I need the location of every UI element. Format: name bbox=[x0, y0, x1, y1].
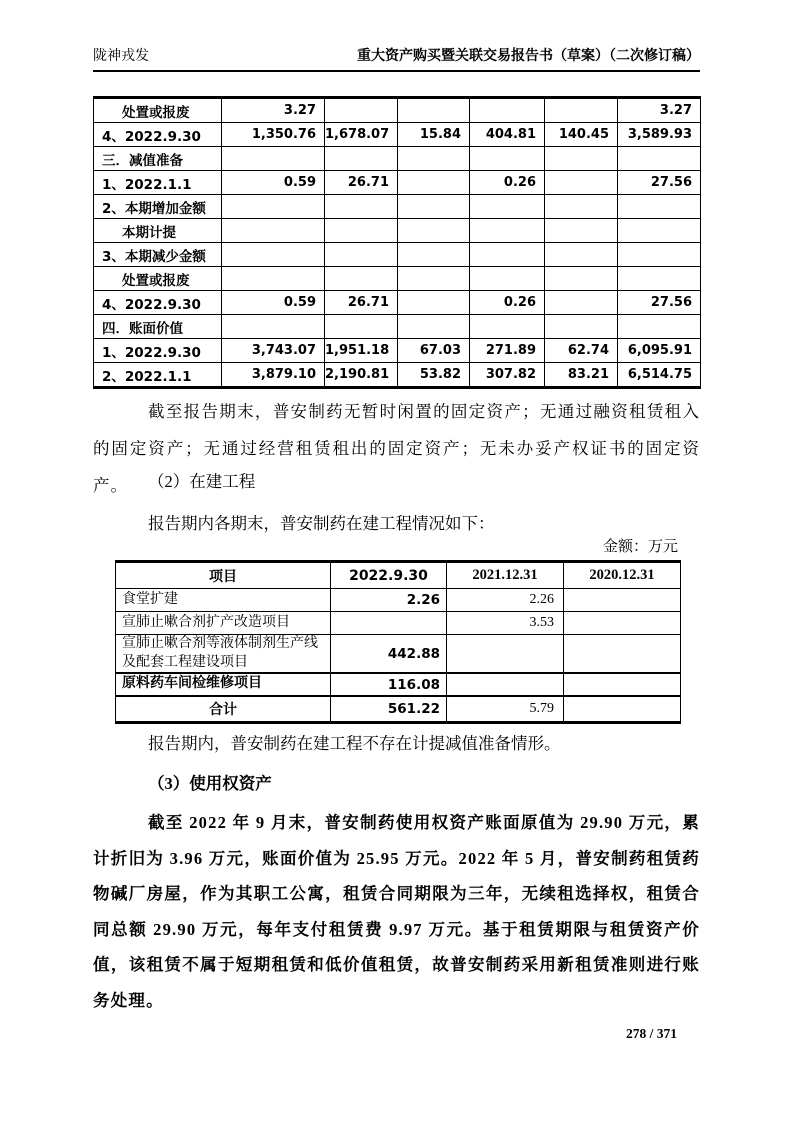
col-header-2022: 2022.9.30 bbox=[331, 562, 447, 589]
cell bbox=[564, 589, 681, 612]
cell bbox=[545, 243, 618, 267]
table-row bbox=[94, 363, 701, 388]
table-row bbox=[94, 291, 701, 315]
cell: 15.84 bbox=[398, 123, 470, 147]
cell: 0.59 bbox=[222, 171, 325, 195]
row-label: 宣肺止嗽合剂等液体制剂生产线及配套工程建设项目 bbox=[116, 635, 331, 674]
table-total-row bbox=[116, 696, 681, 723]
cell bbox=[564, 696, 681, 723]
report-title: 重大资产购买暨关联交易报告书（草案）（二次修订稿） bbox=[357, 49, 700, 64]
cell bbox=[545, 195, 618, 219]
cell: 3.27 bbox=[618, 98, 701, 123]
row-label: 三．减值准备 bbox=[94, 147, 222, 171]
cell bbox=[331, 612, 447, 635]
cell bbox=[618, 315, 701, 339]
cip-note: 报告期内，普安制药在建工程不存在计提减值准备情形。 bbox=[148, 734, 561, 753]
cell bbox=[564, 635, 681, 674]
cell: 271.89 bbox=[470, 339, 545, 363]
cell: 6,095.91 bbox=[618, 339, 701, 363]
row-label: 宣肺止嗽合剂扩产改造项目 bbox=[116, 612, 331, 635]
cell bbox=[470, 267, 545, 291]
rou-heading: （3）使用权资产 bbox=[148, 774, 272, 793]
cell: 116.08 bbox=[331, 673, 447, 696]
cell bbox=[545, 219, 618, 243]
table-row bbox=[116, 635, 681, 674]
table-row bbox=[94, 123, 701, 147]
row-label: 本期计提 bbox=[94, 219, 222, 243]
col-header-item: 项目 bbox=[116, 562, 331, 589]
table-row bbox=[94, 339, 701, 363]
cell bbox=[564, 612, 681, 635]
total-label: 合计 bbox=[116, 696, 331, 723]
cell bbox=[398, 98, 470, 123]
cell: 83.21 bbox=[545, 363, 618, 388]
table-row bbox=[94, 171, 701, 195]
cell: 442.88 bbox=[331, 635, 447, 674]
col-header-2020: 2020.12.31 bbox=[564, 562, 681, 589]
row-label: 4、2022.9.30 bbox=[94, 291, 222, 315]
table-row bbox=[116, 612, 681, 635]
table-row bbox=[94, 219, 701, 243]
cell bbox=[325, 195, 398, 219]
cell bbox=[398, 147, 470, 171]
cell bbox=[222, 147, 325, 171]
cell: 2.26 bbox=[331, 589, 447, 612]
cell: 0.59 bbox=[222, 291, 325, 315]
cell bbox=[470, 243, 545, 267]
table-row bbox=[94, 267, 701, 291]
cell bbox=[470, 98, 545, 123]
cell bbox=[470, 195, 545, 219]
cell: 3,743.07 bbox=[222, 339, 325, 363]
cell bbox=[325, 243, 398, 267]
table-row bbox=[94, 243, 701, 267]
cell bbox=[222, 219, 325, 243]
row-label: 原料药车间检维修项目 bbox=[116, 673, 331, 696]
cell: 67.03 bbox=[398, 339, 470, 363]
unit-label: 金额：万元 bbox=[602, 539, 678, 555]
cell: 2.26 bbox=[447, 589, 564, 612]
row-label: 四．账面价值 bbox=[94, 315, 222, 339]
cell: 0.26 bbox=[470, 291, 545, 315]
cip-heading: （2）在建工程 bbox=[148, 472, 256, 491]
company-name: 陇神戎发 bbox=[93, 49, 149, 64]
row-label: 1、2022.1.1 bbox=[94, 171, 222, 195]
cell bbox=[325, 147, 398, 171]
cip-table bbox=[115, 560, 681, 724]
cell bbox=[470, 315, 545, 339]
table-header-row bbox=[116, 562, 681, 589]
cell: 404.81 bbox=[470, 123, 545, 147]
cell: 561.22 bbox=[331, 696, 447, 723]
cell: 2,190.81 bbox=[325, 363, 398, 388]
cip-intro: 报告期内各期末，普安制药在建工程情况如下： bbox=[148, 514, 495, 533]
cell bbox=[222, 243, 325, 267]
cell: 1,951.18 bbox=[325, 339, 398, 363]
cell bbox=[618, 243, 701, 267]
col-header-2021: 2021.12.31 bbox=[447, 562, 564, 589]
cell bbox=[222, 195, 325, 219]
cell bbox=[470, 219, 545, 243]
cell bbox=[398, 243, 470, 267]
cell: 5.79 bbox=[447, 696, 564, 723]
cell bbox=[398, 291, 470, 315]
table-section-row bbox=[94, 147, 701, 171]
cell bbox=[545, 147, 618, 171]
cell: 26.71 bbox=[325, 291, 398, 315]
page-header bbox=[93, 48, 700, 72]
cell: 3.27 bbox=[222, 98, 325, 123]
cell: 307.82 bbox=[470, 363, 545, 388]
row-label: 1、2022.9.30 bbox=[94, 339, 222, 363]
cell bbox=[618, 267, 701, 291]
cell bbox=[398, 195, 470, 219]
cell bbox=[325, 315, 398, 339]
cell bbox=[325, 219, 398, 243]
cell bbox=[398, 267, 470, 291]
cell bbox=[564, 673, 681, 696]
cell bbox=[618, 195, 701, 219]
cell: 1,678.07 bbox=[325, 123, 398, 147]
row-label: 食堂扩建 bbox=[116, 589, 331, 612]
table-row bbox=[94, 98, 701, 123]
cell: 26.71 bbox=[325, 171, 398, 195]
cell: 1,350.76 bbox=[222, 123, 325, 147]
cell bbox=[325, 98, 398, 123]
row-label: 3、本期减少金额 bbox=[94, 243, 222, 267]
row-label: 处置或报废 bbox=[94, 267, 222, 291]
cell bbox=[398, 171, 470, 195]
cell: 0.26 bbox=[470, 171, 545, 195]
cell bbox=[325, 267, 398, 291]
row-label: 2、本期增加金额 bbox=[94, 195, 222, 219]
cell: 6,514.75 bbox=[618, 363, 701, 388]
cell bbox=[545, 98, 618, 123]
cell bbox=[447, 673, 564, 696]
row-label: 处置或报废 bbox=[94, 98, 222, 123]
fixed-assets-note: 截至报告期末，普安制药无暂时闲置的固定资产；无通过融资租赁租入的固定资产；无通过经营租赁租出的固定资产；无未办妥产权证书的固定资产。 bbox=[93, 402, 700, 495]
table-row bbox=[94, 195, 701, 219]
cell bbox=[545, 267, 618, 291]
cell bbox=[545, 315, 618, 339]
fixed-assets-table bbox=[93, 96, 701, 389]
cell bbox=[545, 171, 618, 195]
cell bbox=[222, 267, 325, 291]
cell: 27.56 bbox=[618, 171, 701, 195]
cell bbox=[545, 291, 618, 315]
row-label: 2、2022.1.1 bbox=[94, 363, 222, 388]
cell: 27.56 bbox=[618, 291, 701, 315]
cell: 53.82 bbox=[398, 363, 470, 388]
cell: 3,589.93 bbox=[618, 123, 701, 147]
cell bbox=[398, 315, 470, 339]
cell: 3,879.10 bbox=[222, 363, 325, 388]
row-label: 4、2022.9.30 bbox=[94, 123, 222, 147]
cell bbox=[398, 219, 470, 243]
rou-paragraph: 截至 2022 年 9 月末，普安制药使用权资产账面原值为 29.90 万元，累计折旧为 3.96 万元，账面价值为 25.95 万元。2022 年 5 月，普安制药租赁药物碱厂房屋，作为其职工公寓，租赁合同期限为三年，无续租选择权，租赁合同总额 29.90 万元，每年支付租赁费 9.97 万元。基于租赁期限与租赁资产价值，该租赁不属于短期租赁和低价值租赁，故普安制药采用新租赁准则进行账务处理。 bbox=[93, 813, 700, 1010]
cell bbox=[447, 635, 564, 674]
cell: 62.74 bbox=[545, 339, 618, 363]
table-row bbox=[116, 589, 681, 612]
table-section-row bbox=[94, 315, 701, 339]
cell bbox=[618, 147, 701, 171]
cell bbox=[618, 219, 701, 243]
cell bbox=[470, 147, 545, 171]
cell: 140.45 bbox=[545, 123, 618, 147]
page-number: 278 / 371 bbox=[625, 1026, 677, 1041]
table-row bbox=[116, 673, 681, 696]
cell: 3.53 bbox=[447, 612, 564, 635]
cell bbox=[222, 315, 325, 339]
